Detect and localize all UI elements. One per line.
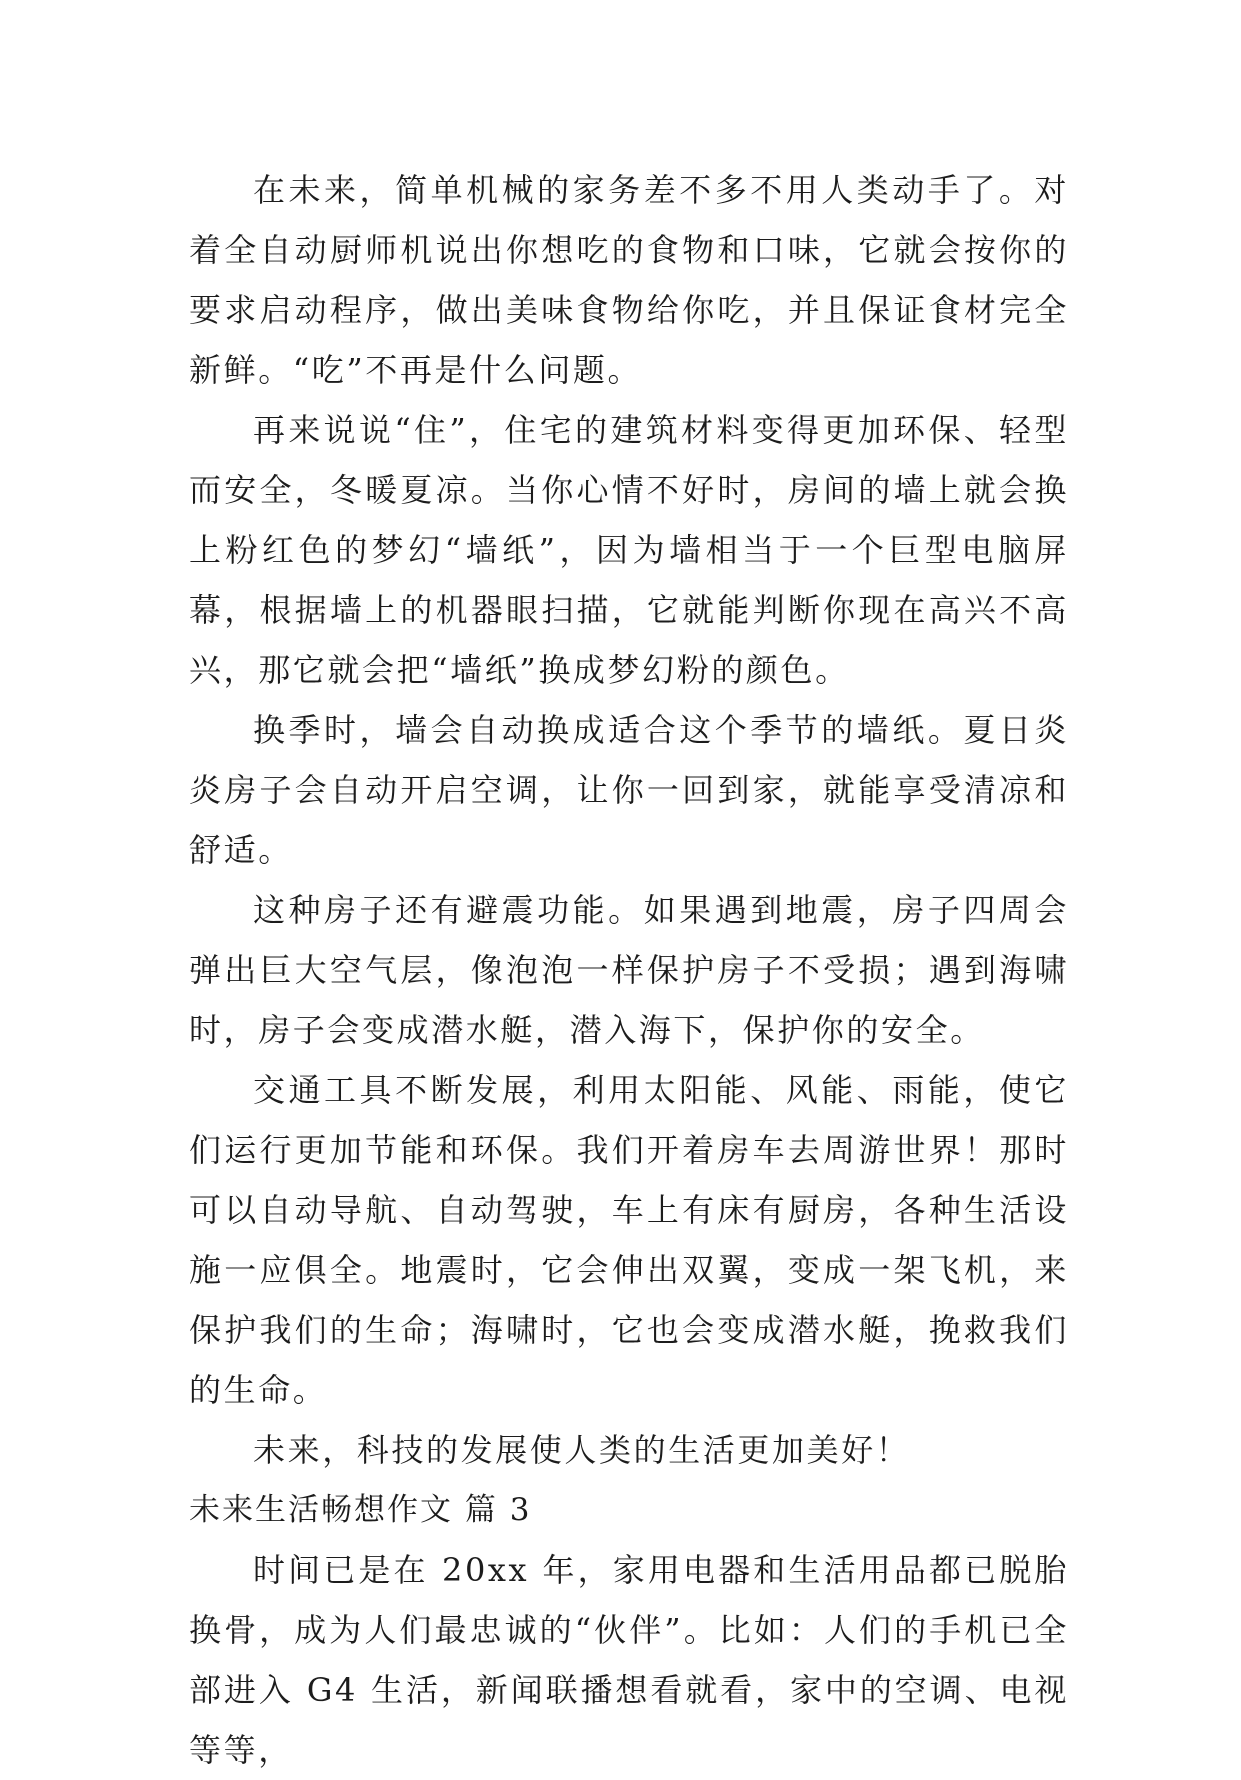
paragraph-earthquake: 这种房子还有避震功能。如果遇到地震，房子四周会弹出巨大空气层，像泡泡一样保护房子不受损；遇到海啸时，房子会变成潜水艇，潜入海下，保护你的安全。 (189, 891, 1069, 1049)
paragraph-seasons: 换季时，墙会自动换成适合这个季节的墙纸。夏日炎炎房子会自动开启空调，让你一回到家，就能享受清凉和舒适。 (189, 711, 1069, 869)
section-heading: 未来生活畅想作文 篇 3 (189, 1492, 532, 1528)
paragraph-transport: 交通工具不断发展，利用太阳能、风能、雨能，使它们运行更加节能和环保。我们开着房车去周游世界！那时可以自动导航、自动驾驶，车上有床有厨房，各种生活设施一应俱全。地震时，它会伸出双翼，变成一架飞机，来保护我们的生命；海啸时，它也会变成潜水艇，挽救我们的生命。 (189, 1071, 1069, 1409)
paragraph-kitchen: 在未来，简单机械的家务差不多不用人类动手了。对着全自动厨师机说出你想吃的食物和口味，它就会按你的要求启动程序，做出美味食物给你吃，并且保证食材完全新鲜。“吃”不再是什么问题。 (189, 171, 1069, 389)
paragraph-appliances: 时间已是在 20xx 年，家用电器和生活用品都已脱胎换骨，成为人们最忠诚的“伙伴”。比如：人们的手机已全部进入 G4 生活，新闻联播想看就看，家中的空调、电视等等， (189, 1551, 1069, 1769)
document-body (189, 160, 1069, 1780)
paragraph-conclusion: 未来，科技的发展使人类的生活更加美好！ (253, 1431, 911, 1469)
paragraph-housing: 再来说说“住”，住宅的建筑材料变得更加环保、轻型而安全，冬暖夏凉。当你心情不好时，房间的墙上就会换上粉红色的梦幻“墙纸”，因为墙相当于一个巨型电脑屏幕，根据墙上的机器眼扫描，它就能判断你现在高兴不高兴，那它就会把“墙纸”换成梦幻粉的颜色。 (189, 411, 1069, 689)
